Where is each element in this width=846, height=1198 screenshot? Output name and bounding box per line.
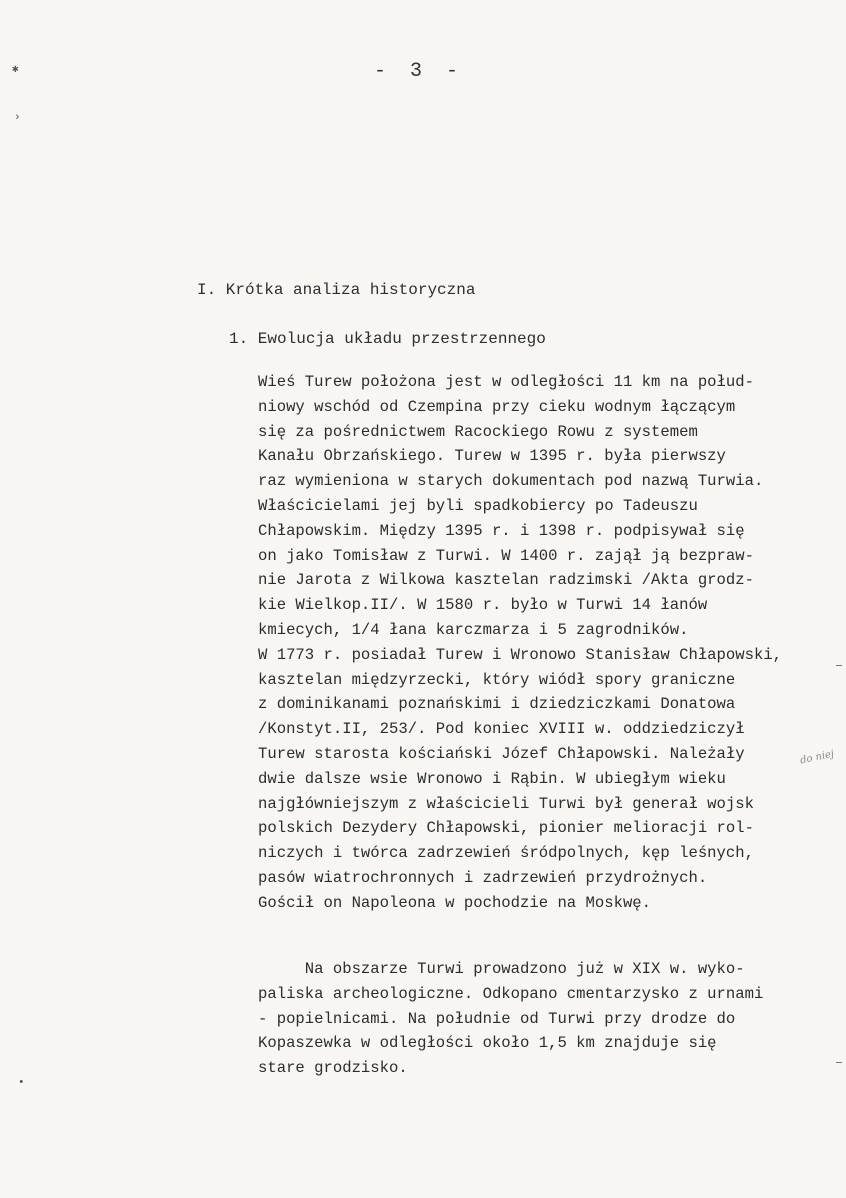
text-line: najgłówniejszym z właścicieli Turwi był generał wojsk — [258, 794, 754, 813]
text-line: nie Jarota z Wilkowa kasztelan radzimski /Akta grodz- — [258, 571, 754, 590]
text-line: Chłapowskim. Między 1395 r. i 1398 r. podpisywał się — [258, 521, 745, 540]
paragraph-history — [258, 370, 846, 916]
text-line: Na obszarze Turwi prowadzono już w XIX w. wyko- — [258, 960, 745, 978]
margin-mark: ✱ — [12, 64, 19, 76]
text-line: /Konstyt.II, 253/. Pod koniec XVIII w. oddziedziczył — [258, 720, 745, 739]
text-line: kie Wielkop.II/. W 1580 r. było w Turwi 14 łanów — [258, 596, 708, 615]
text-line: z dominikanami poznańskimi i dziedziczkami Donatowa — [258, 695, 736, 714]
text-line: stare grodzisko. — [258, 1059, 408, 1078]
text-line: - popielnicami. Na południe od Turwi przy drodze do — [258, 1009, 736, 1028]
text-line: dwie dalsze wsie Wronowo i Rąbin. W ubiegłym wieku — [258, 769, 726, 788]
text-line: on jako Tomisław z Turwi. W 1400 r. zajął ją bezpraw- — [258, 546, 754, 565]
text-line: Turew starosta kościański Józef Chłapowski. Należały — [258, 744, 745, 763]
text-line: raz wymieniona w starych dokumentach pod nazwą Turwia. — [258, 472, 764, 491]
text-line: Kanału Obrzańskiego. Turew w 1395 r. była pierwszy — [258, 447, 726, 466]
text-line: kmiecych, 1/4 łana karczmarza i 5 zagrodników. — [258, 620, 689, 639]
subsection-title: 1. Ewolucja układu przestrzennego — [229, 330, 546, 348]
paragraph-archaeology — [258, 957, 846, 1081]
section-title: I. Krótka analiza historyczna — [197, 281, 476, 299]
page-number: - 3 - — [374, 60, 465, 83]
text-line: Gościł on Napoleona w pochodzie na Moskwę. — [258, 893, 652, 912]
text-line: kasztelan międzyrzecki, który wiódł spory graniczne — [258, 670, 736, 689]
margin-mark: • — [18, 1077, 25, 1089]
text-line: Właścicielami jej byli spadkobiercy po Tadeuszu — [258, 496, 698, 515]
text-line: paliska archeologiczne. Odkopano cmentarzysko z urnami — [258, 984, 764, 1003]
text-line: W 1773 r. posiadał Turew i Wronowo Stanisław Chłapowski, — [258, 645, 783, 664]
text-line: Wieś Turew położona jest w odległości 11 km na połud- — [258, 373, 754, 391]
text-line: się za pośrednictwem Racockiego Rowu z systemem — [258, 422, 698, 441]
text-line: polskich Dezydery Chłapowski, pionier melioracji rol- — [258, 819, 754, 838]
text-line: niowy wschód od Czempina przy cieku wodnym łączącym — [258, 397, 736, 416]
text-line: pasów wiatrochronnych i zadrzewień przydrożnych. — [258, 868, 708, 887]
margin-mark: › — [14, 112, 21, 124]
text-line: niczych i twórca zadrzewień śródpolnych, kęp leśnych, — [258, 844, 754, 863]
handwritten-margin-note: do niej — [799, 748, 836, 767]
text-line: Kopaszewka w odległości około 1,5 km znajduje się — [258, 1034, 717, 1053]
